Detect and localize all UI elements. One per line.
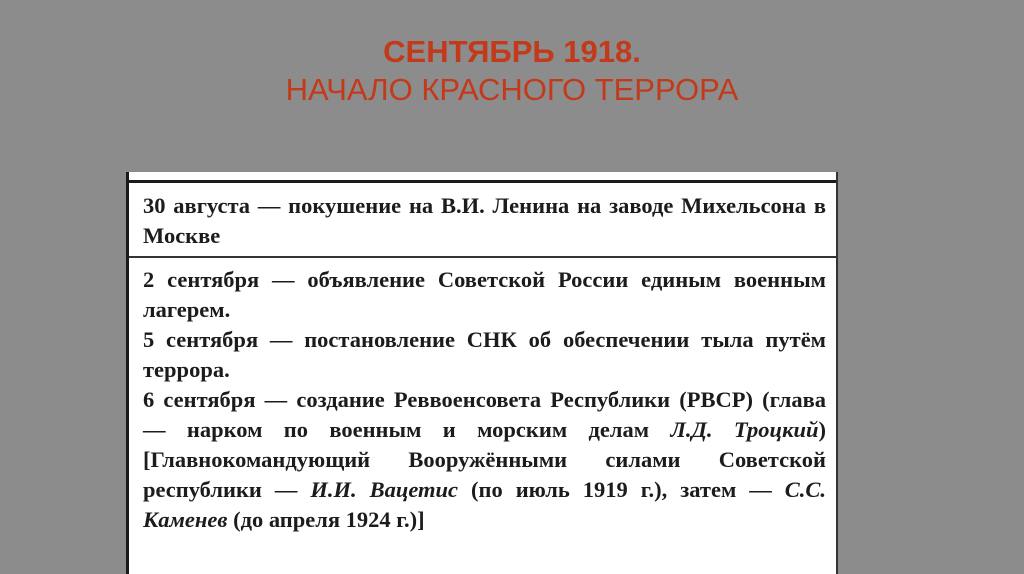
block-september: [129, 263, 836, 535]
entry-text: — создание Реввоенсовета Республики (РВСР) (глава — нарком по военным и морским делам: [143, 387, 826, 442]
entry-september-2: [129, 265, 836, 325]
person-name: И.И. Вацетис: [310, 477, 459, 502]
block-august: [129, 183, 836, 251]
entry-august-30: [129, 191, 836, 251]
slide-title-line1: СЕНТЯБРЬ 1918.: [383, 34, 641, 69]
entry-september-5: [129, 325, 836, 385]
entry-text: — постановление СНК об обеспечении тыла путём террора.: [143, 327, 827, 382]
entry-text: — объявление Советской России единым военным лагерем.: [143, 267, 826, 322]
slide-title-line2: НАЧАЛО КРАСНОГО ТЕРРОРА: [285, 72, 739, 107]
entry-text: — покушение на В.И. Ленина на заводе Михельсона в Москве: [143, 193, 826, 248]
entry-text: (по июль 1919 г.), затем —: [458, 477, 785, 502]
entry-september-6: [129, 385, 836, 535]
textbook-excerpt: [126, 172, 838, 574]
entry-text: ) [Главнокомандующий Вооружёнными силами Советской республики —: [143, 417, 827, 502]
person-name: Л.Д. Троцкий: [670, 417, 819, 442]
entry-date: 6 сентября: [143, 387, 256, 412]
entry-date: 30 августа: [143, 193, 251, 218]
slide-title: [0, 33, 1024, 109]
entry-date: 2 сентября: [143, 267, 260, 292]
entry-date: 5 сентября: [143, 327, 259, 352]
divider-rule: [129, 256, 836, 258]
entry-text: (до апреля 1924 г.)]: [227, 507, 425, 532]
person-name: С.С. Каменев: [143, 477, 826, 532]
